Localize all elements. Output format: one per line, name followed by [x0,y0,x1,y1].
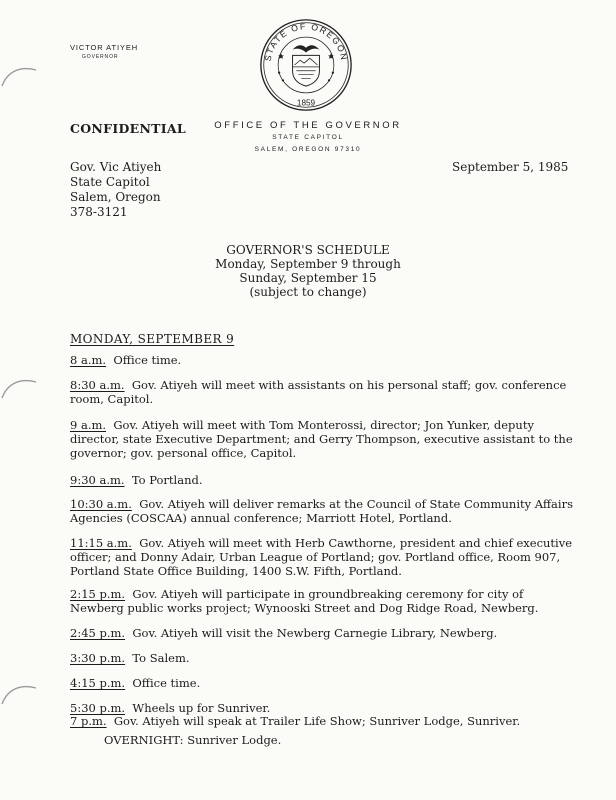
entry-time: 3:30 p.m. [70,651,126,665]
entry-text: Gov. Atiyeh will meet with Herb Cawthorne, president and chief executive officer; and Donny Adair, Urban League of Portland; gov. Portland office, Room 907, Portland State Office Building, 1400 S.W. Fifth, Portland. [70,536,573,578]
seal-text: STATE OF OREGON [262,21,350,63]
confidential-label: CONFIDENTIAL [70,121,187,136]
schedule-entry [70,418,580,460]
entry-text: Gov. Atiyeh will speak at Trailer Life Show; Sunriver Lodge, Sunriver. [113,714,521,728]
entry-text: Office time. [132,676,201,690]
schedule-entry [70,473,580,487]
entry-text: Wheels up for Sunriver. [132,701,271,715]
schedule-entry [70,714,580,728]
entry-time: 10:30 a.m. [70,497,132,511]
entry-text: To Portland. [131,473,203,487]
entry-time: 2:45 p.m. [70,626,126,640]
heading-line: (subject to change) [249,285,367,299]
overnight-note: OVERNIGHT: Sunriver Lodge. [104,733,282,747]
state-seal-icon [258,17,354,113]
schedule-entry [70,497,580,525]
entry-time: 7 p.m. [70,714,107,728]
entry-text: Office time. [113,353,182,367]
entry-time: 5:30 p.m. [70,701,126,715]
entry-text: Gov. Atiyeh will visit the Newberg Carnegie Library, Newberg. [132,626,498,640]
punch-hole-mark [0,62,40,88]
schedule-entry [70,378,580,406]
letter-date: September 5, 1985 [452,160,569,174]
schedule-entry [70,536,580,578]
heading-line: GOVERNOR'S SCHEDULE [226,243,390,257]
entry-text: Gov. Atiyeh will meet with Tom Monterossi, director; Jon Yunker, deputy director, state Executive Department; and Gerry Thompson, executive assistant to the governor; gov. personal office, Capitol. [70,418,573,460]
heading-line: Monday, September 9 through [215,257,401,271]
punch-hole-mark [0,374,40,400]
schedule-heading [170,243,446,299]
address-line: State Capitol [70,175,150,189]
schedule-entry [70,353,580,367]
entry-time: 9:30 a.m. [70,473,125,487]
office-letterhead [210,120,406,156]
schedule-entry [70,676,580,690]
punch-hole-mark [0,680,40,706]
office-city: SALEM, OREGON 97310 [254,146,362,153]
entry-time: 9 a.m. [70,418,107,432]
office-building: STATE CAPITOL [272,134,344,141]
sender-name: VICTOR ATIYEH [70,43,139,52]
svg-text:STATE OF OREGON [263,21,350,62]
address-line: Salem, Oregon [70,190,161,204]
sender-title: GOVERNOR [82,54,119,60]
schedule-entry [70,626,580,640]
heading-line: Sunday, September 15 [239,271,377,285]
schedule-entry [70,587,580,615]
entry-text: To Salem. [132,651,190,665]
return-address [70,160,161,220]
entry-time: 2:15 p.m. [70,587,126,601]
entry-text: Gov. Atiyeh will deliver remarks at the Council of State Community Affairs Agencies (COSCAA) annual conference; Marriott Hotel, Portland. [70,497,573,525]
office-name: OFFICE OF THE GOVERNOR [214,120,402,131]
schedule-entry [70,651,580,665]
entry-time: 8:30 a.m. [70,378,125,392]
entry-time: 4:15 p.m. [70,676,126,690]
address-line: Gov. Vic Atiyeh [70,160,162,174]
entry-text: Gov. Atiyeh will participate in groundbreaking ceremony for city of Newberg public works project; Wynooski Street and Dog Ridge Road, Newberg. [70,587,539,615]
seal-year: 1859 [296,98,316,108]
address-line: 378-3121 [70,205,128,219]
day-heading: MONDAY, SEPTEMBER 9 [70,332,235,346]
schedule-entry [70,701,580,715]
entry-time: 8 a.m. [70,353,107,367]
entry-time: 11:15 a.m. [70,536,132,550]
entry-text: Gov. Atiyeh will meet with assistants on his personal staff; gov. conference room, Capitol. [70,378,567,406]
